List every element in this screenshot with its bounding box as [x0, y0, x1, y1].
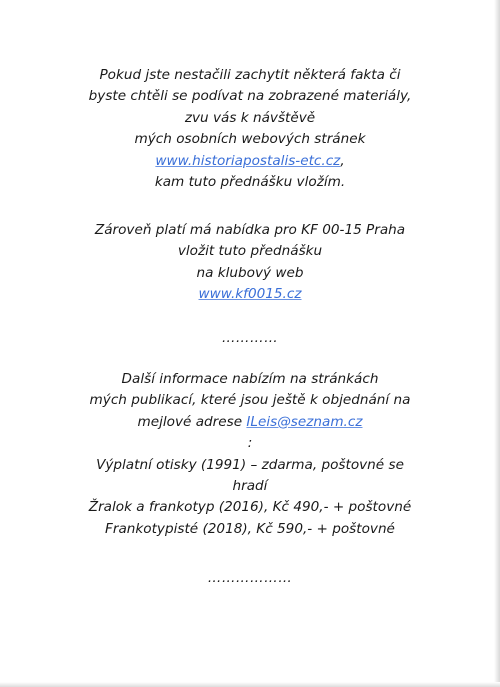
publication-item-3: Frankotypisté (2018), Kč 590,- + poštovné: [105, 520, 395, 537]
dotted-separator-1: …………: [221, 330, 279, 346]
page-edge-shadow-bottom: [0, 682, 500, 687]
offer-paragraph: [0, 220, 500, 306]
intro-line-2: byste chtěli se podívat na zobrazené materiály,: [88, 88, 412, 105]
publications-email-line: [0, 412, 500, 433]
publication-item-2: Žralok a frankotyp (2016), Kč 490,- + poštovné: [88, 499, 412, 516]
publications-line-2: mých publikací, které jsou ještě k objednání na: [89, 392, 411, 409]
intro-line-3: zvu vás k návštěvě: [184, 109, 316, 126]
page-edge-shadow-right: [494, 0, 500, 687]
separator-bottom: [0, 568, 500, 589]
email-prefix: mejlové adrese: [137, 413, 247, 430]
publications-line-1: Další informace nabízím na stránkách: [121, 371, 379, 387]
intro-paragraph: [0, 65, 500, 193]
historiapostalis-link[interactable]: www.historiapostalis-etc.cz: [155, 152, 341, 169]
email-link[interactable]: ILeis@seznam.cz: [246, 413, 363, 430]
intro-link-comma: ,: [340, 152, 345, 169]
publications-colon: :: [247, 435, 253, 452]
publication-item-1-line-1: Výplatní otisky (1991) – zdarma, poštovné se: [96, 456, 404, 473]
publications-paragraph: [0, 369, 500, 540]
publication-item-1-line-2: hradí: [232, 478, 268, 495]
dotted-separator-2: ………………: [207, 570, 293, 586]
intro-line-1: Pokud jste nestačili zachytit některá fakta či: [99, 67, 401, 83]
intro-line-6: kam tuto přednášku vložím.: [154, 174, 346, 191]
offer-link-line: [0, 284, 500, 305]
kf0015-link[interactable]: www.kf0015.cz: [198, 286, 302, 303]
separator-top: [0, 328, 500, 349]
intro-link-line: [0, 151, 500, 172]
offer-line-2: vložit tuto přednášku: [177, 243, 323, 260]
offer-line-1: Zároveň platí má nabídka pro KF 00-15 Praha: [94, 222, 406, 238]
offer-line-3: na klubový web: [196, 264, 304, 281]
intro-line-4: mých osobních webových stránek: [134, 131, 366, 148]
